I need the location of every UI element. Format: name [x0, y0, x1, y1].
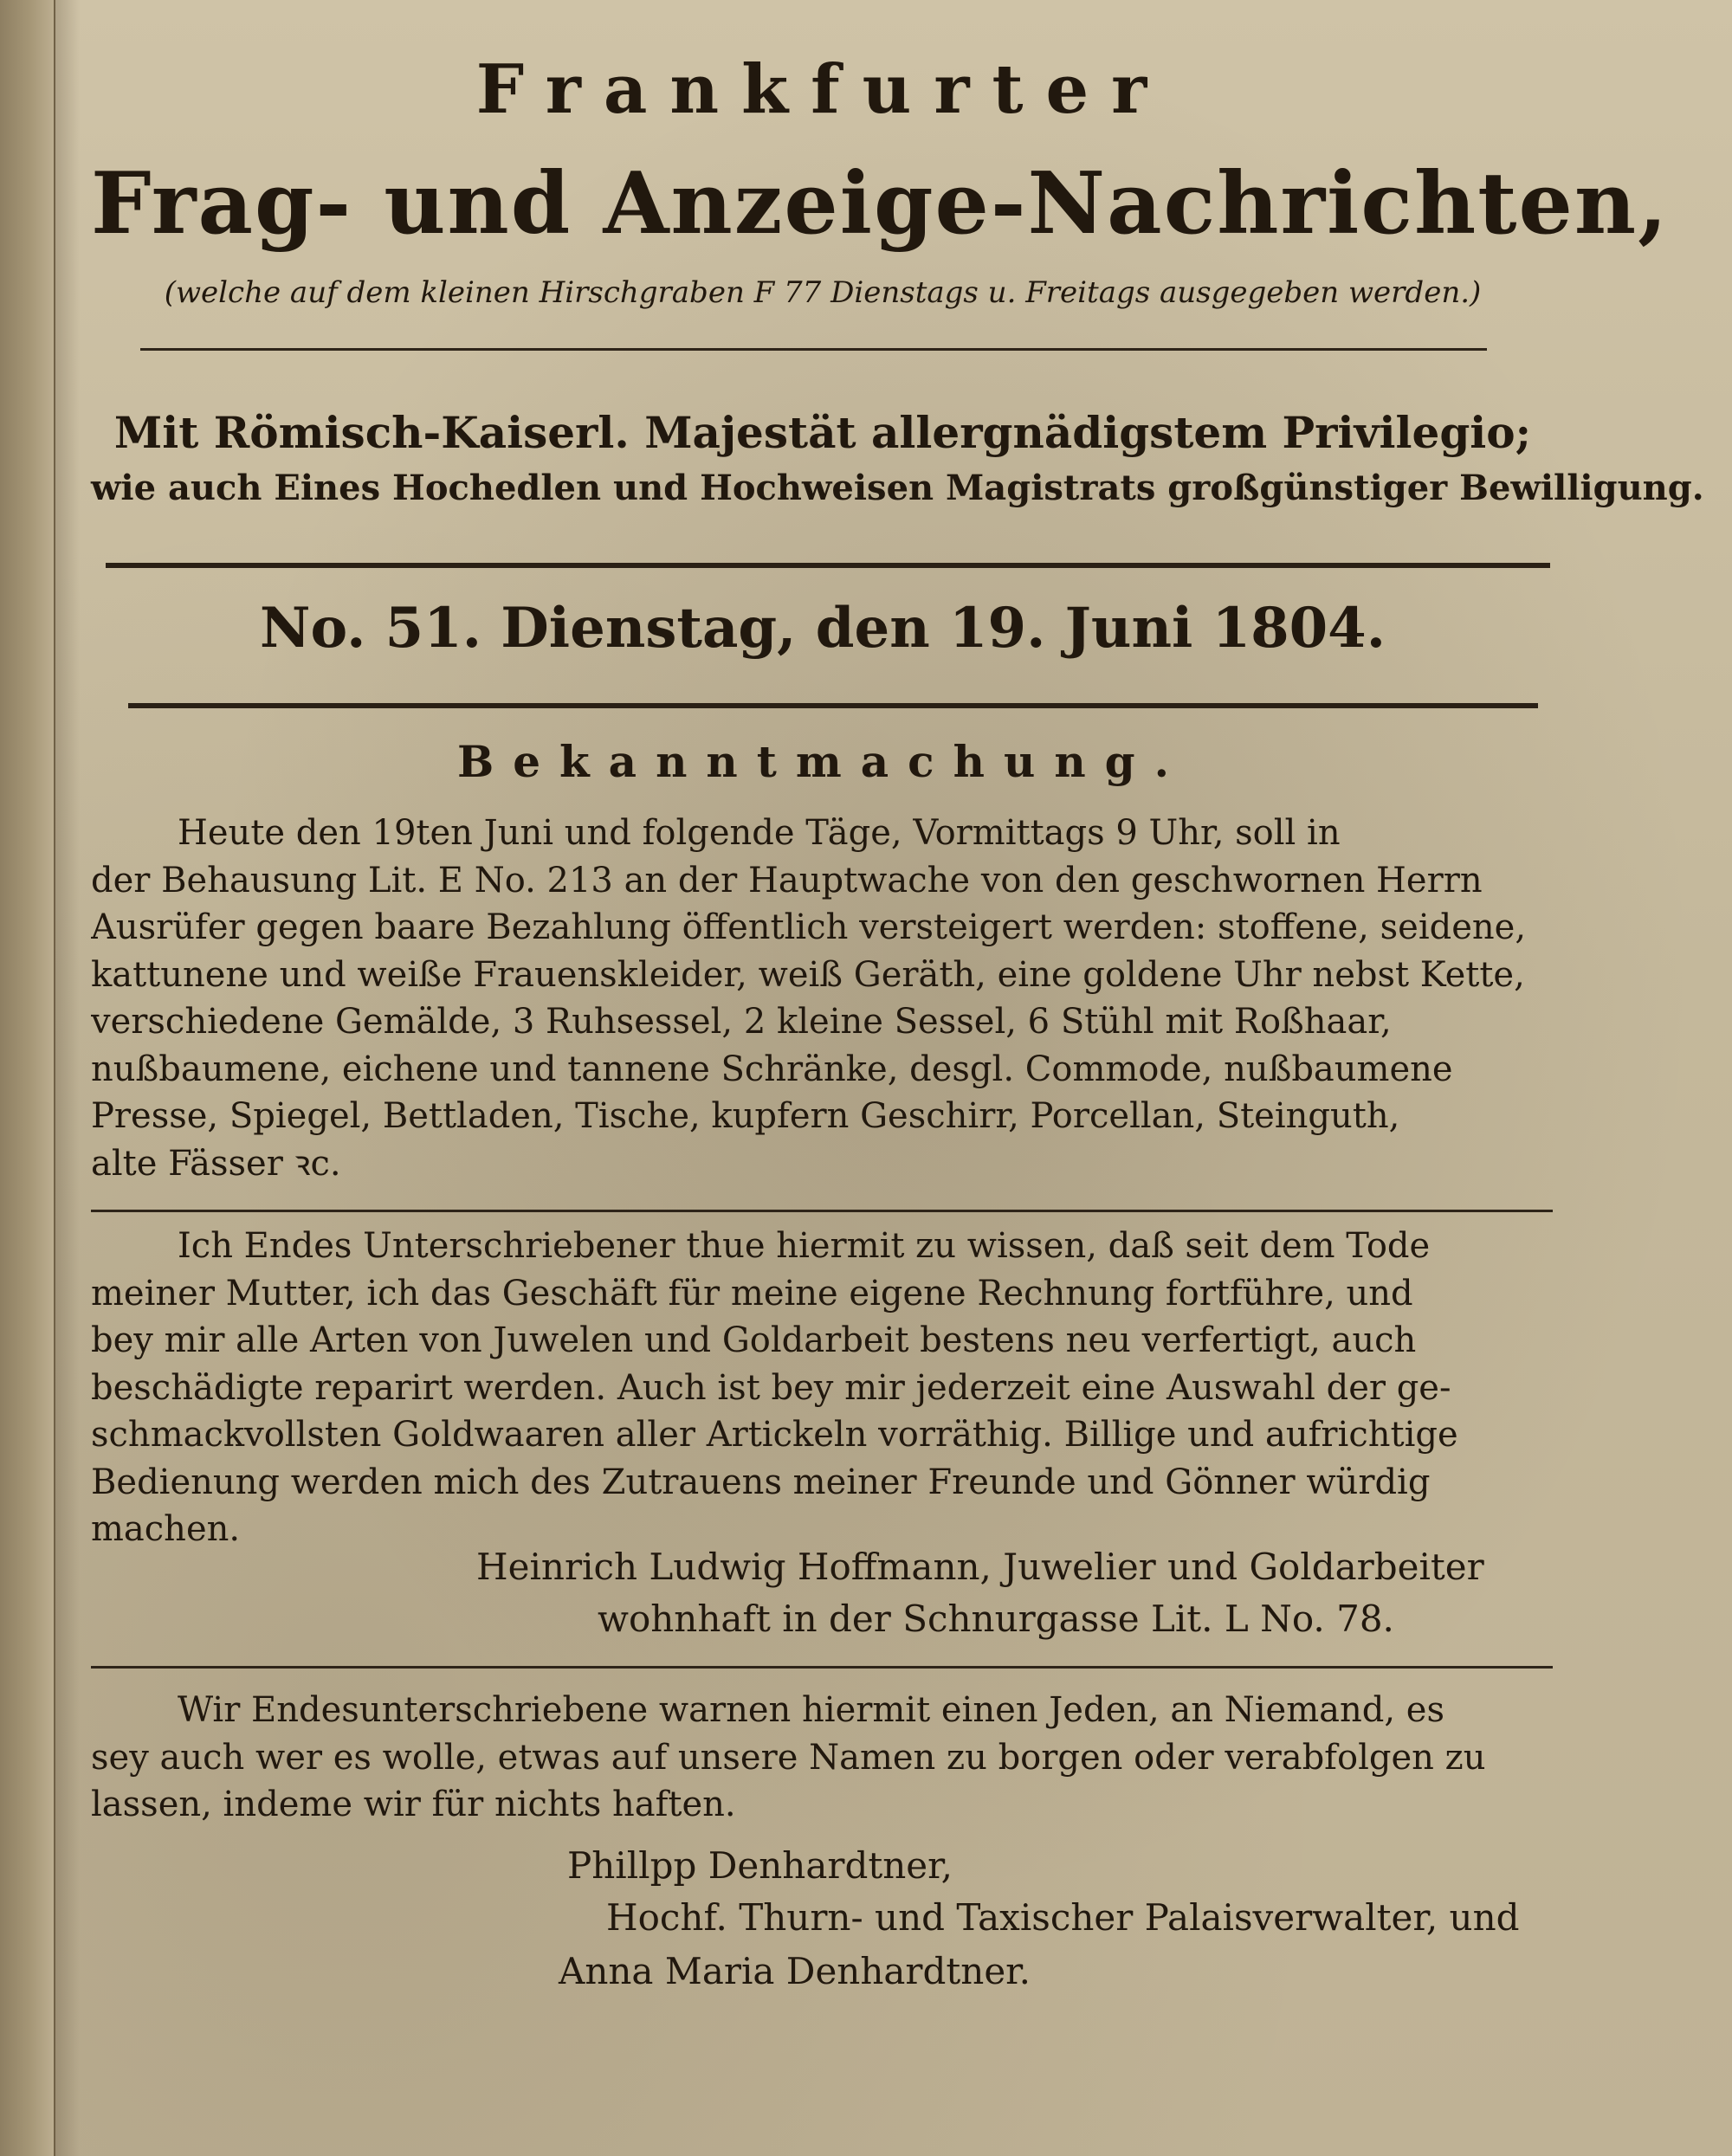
- text-line: der Behausung Lit. E No. 213 an der Hauptwache von den geschwornen Herrn: [91, 860, 1483, 900]
- masthead-title-line2: Frag- und Anzeige-Nachrichten,: [91, 154, 1670, 254]
- text-line: Presse, Spiegel, Bettladen, Tische, kupfern Geschirr, Porcellan, Steinguth,: [91, 1096, 1400, 1136]
- text-line: sey auch wer es wolle, etwas auf unsere Namen zu borgen oder verabfolgen zu: [91, 1737, 1486, 1778]
- masthead-title-line1: Frankfurter: [475, 50, 1170, 129]
- text-line: lassen, indeme wir für nichts haften.: [91, 1785, 736, 1824]
- divider-rule: [91, 1210, 1553, 1212]
- notice-jeweller-body: [91, 1223, 1554, 1553]
- text-line: machen.: [91, 1509, 241, 1549]
- divider-rule: [140, 348, 1487, 351]
- gutter-shadow: [54, 0, 80, 2156]
- text-line: meiner Mutter, ich das Geschäft für meine eigene Rechnung fortführe, und: [91, 1273, 1413, 1314]
- text-line: bey mir alle Arten von Juwelen und Goldarbeit bestens neu verfertigt, auch: [91, 1320, 1417, 1360]
- signature-line: Heinrich Ludwig Hoffmann, Juwelier und Goldarbeiter: [476, 1546, 1484, 1588]
- text-line: kattunene und weiße Frauenskleider, weiß Geräth, eine goldene Uhr nebst Kette,: [91, 954, 1525, 995]
- signature-line: Hochf. Thurn- und Taxischer Palaisverwalter, und: [606, 1896, 1520, 1939]
- text-line: Ausrüfer gegen baare Bezahlung öffentlich versteigert werden: stoffene, seidene,: [91, 907, 1527, 947]
- text-line: Heute den 19ten Juni und folgende Täge, Vormittags 9 Uhr, soll in: [178, 813, 1341, 853]
- text-line: Ich Endes Unterschriebener thue hiermit zu wissen, daß seit dem Tode: [178, 1226, 1431, 1266]
- divider-rule: [91, 1666, 1553, 1669]
- signature-line: Anna Maria Denhardtner.: [559, 1950, 1031, 1992]
- issue-line: No. 51. Dienstag, den 19. Juni 1804.: [260, 596, 1386, 661]
- masthead-subtitle: (welche auf dem kleinen Hirschgraben F 77 Dienstags u. Freitags ausgegeben werden.): [164, 275, 1482, 310]
- text-line: beschädigte reparirt werden. Auch ist bey mir jederzeit eine Auswahl der ge-: [91, 1367, 1451, 1408]
- text-line: nußbaumene, eichene und tannene Schränke, desgl. Commode, nußbaumene: [91, 1049, 1453, 1089]
- notice-auction-body: [91, 810, 1554, 1187]
- signature-line: Phillpp Denhardtner,: [567, 1844, 953, 1887]
- text-line: verschiedene Gemälde, 3 Ruhsessel, 2 kleine Sessel, 6 Stühl mit Roßhaar,: [91, 1002, 1392, 1042]
- divider-rule: [128, 703, 1538, 708]
- text-line: alte Fässer ꝛc.: [91, 1143, 341, 1184]
- notice-warning-body: [91, 1687, 1554, 1829]
- privilege-line2: wie auch Eines Hochedlen und Hochweisen Magistrats großgünstiger Bewilligung.: [91, 468, 1704, 508]
- text-line: Bedienung werden mich des Zutrauens meiner Freunde und Gönner würdig: [91, 1462, 1431, 1502]
- book-gutter: [0, 0, 55, 2156]
- divider-rule: [106, 563, 1550, 568]
- privilege-line1: Mit Römisch-Kaiserl. Majestät allergnädigstem Privilegio;: [113, 407, 1532, 458]
- notice-heading: Bekanntmachung.: [456, 736, 1189, 787]
- text-line: schmackvollsten Goldwaaren aller Artickeln vorräthig. Billige und aufrichtige: [91, 1415, 1458, 1455]
- text-line: Wir Endesunterschriebene warnen hiermit einen Jeden, an Niemand, es: [178, 1690, 1444, 1730]
- signature-line: wohnhaft in der Schnurgasse Lit. L No. 78.: [598, 1598, 1394, 1640]
